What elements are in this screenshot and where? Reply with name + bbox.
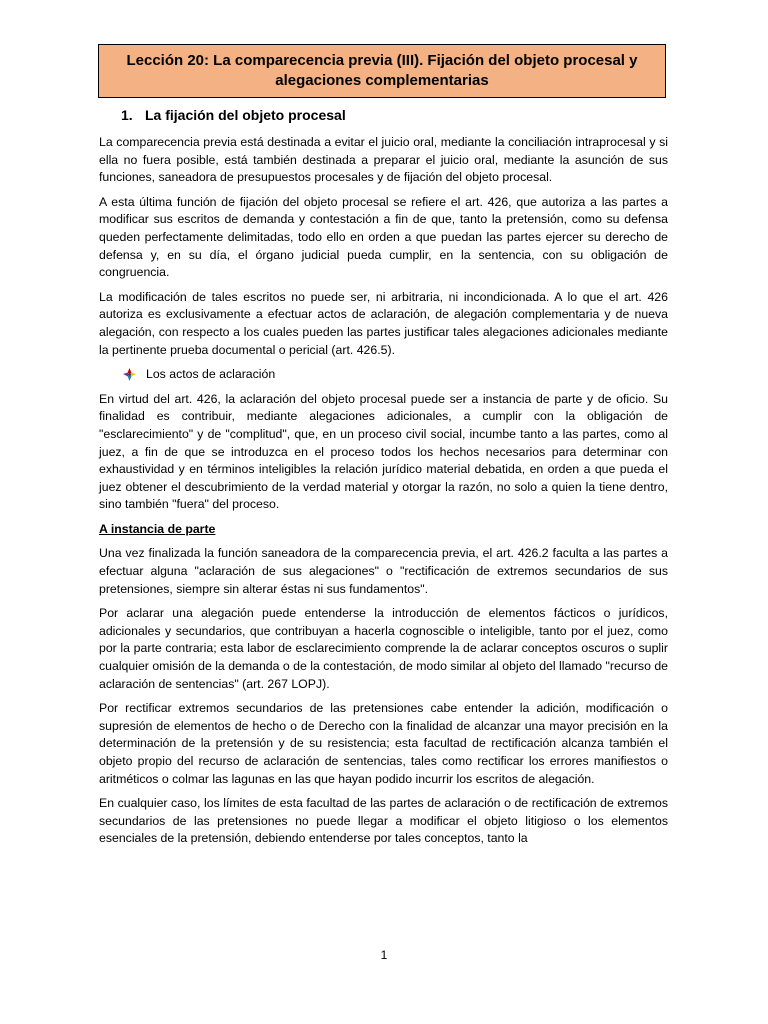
paragraph: A esta última función de fijación del objeto procesal se refiere el art. 426, que autoriza a las partes a modificar sus escritos de demanda y contestación a fin de que, tanto la pretensión, como su defensa queden perfectamente delimitadas, todo ello en orden a que puedan las partes ejercer su derecho de defensa y, en su día, el órgano judicial pueda cumplir, en la sentencia, con su obligación de congruencia. bbox=[99, 194, 668, 280]
paragraph: Por aclarar una alegación puede entenderse la introducción de elementos fácticos o jurídicos, adicionales y secundarios, que contribuyan a hacerla cognoscible o inteligible, tanto por el juez, como por la parte contraria; esta labor de esclarecimiento comprende la de aclarar conceptos oscuros o suplir cualquier omisión de la demanda o de la contestación, de modo similar al objeto del llamado "recurso de aclaración de sentencias" (art. 267 LOPJ). bbox=[99, 606, 668, 691]
lesson-title-box bbox=[98, 44, 666, 98]
paragraph: La modificación de tales escritos no puede ser, ni arbitraria, ni incondicionada. A lo que el art. 426 autoriza es exclusivamente a efectuar actos de aclaración, de alegación complementaria y de nueva alegación, con respecto a los cuales pueden las partes justificar tales alegaciones adicionales mediante la pertinente prueba documental o pericial (art. 426.5). bbox=[99, 289, 668, 357]
bullet-arrow-icon bbox=[123, 368, 136, 381]
paragraph: Por rectificar extremos secundarios de las pretensiones cabe entender la adición, modificación o supresión de elementos de hecho o de Derecho con la finalidad de alcanzar una mayor precisión en la determinación de la pretensión y de su resistencia; esta facultad de rectificación alcanza también el objeto propio del recurso de aclaración de sentencias, tales como rectificar los errores manifiestos o aritméticos o colmar las lagunas en las que hayan podido incurrir los escritos de alegación. bbox=[99, 701, 668, 786]
section-heading-text: La fijación del objeto procesal bbox=[145, 107, 346, 123]
paragraph: En cualquier caso, los límites de esta facultad de las partes de aclaración o de rectificación de extremos secundarios de las pretensiones no puede llegar a modificar el objeto litigioso o los elementos esenciales de la pretensión, debiendo entenderse por tales conceptos, tanto la bbox=[99, 796, 668, 846]
section-heading bbox=[99, 105, 668, 125]
paragraph: Una vez finalizada la función saneadora de la comparecencia previa, el art. 426.2 faculta a las partes a efectuar alguna "aclaración de sus alegaciones" o "rectificación de extremos secundarios de sus pretensiones, siempre sin alterar éstas ni sus fundamentos". bbox=[99, 546, 668, 596]
document-body bbox=[99, 105, 668, 855]
paragraph: La comparecencia previa está destinada a evitar el juicio oral, mediante la conciliación intraprocesal y si ella no fuera posible, está también destinada a preparar el juicio oral, mediante la asunción de sus funciones, saneadora de presupuestos procesales y de fijación del objeto procesal. bbox=[99, 135, 668, 185]
page-number: 1 bbox=[380, 948, 388, 962]
section-number: 1. bbox=[121, 107, 133, 123]
bullet-item bbox=[99, 366, 668, 384]
subheading: A instancia de parte bbox=[99, 521, 216, 536]
bullet-text: Los actos de aclaración bbox=[146, 367, 276, 382]
lesson-title: Lección 20: La comparecencia previa (III). Fijación del objeto procesal y alegaciones complementarias bbox=[126, 52, 638, 89]
paragraph: En virtud del art. 426, la aclaración del objeto procesal puede ser a instancia de parte y de oficio. Su finalidad es contribuir, mediante alegaciones adicionales, a cumplir con la obligación de "esclarecimiento" y de "complitud", que, en un proceso civil social, incumbe tanto a las partes, como al juez, a fin de que se introduzca en el proceso todos los hechos necesarios para determinar con exhaustividad y en términos inteligibles la relación jurídico material debatida, en orden a que pueda el juez obtener el descubrimiento de la verdad material y otorgar la razón, no solo a quien la tiene dentro, sino también "fuera" del proceso. bbox=[99, 391, 668, 512]
